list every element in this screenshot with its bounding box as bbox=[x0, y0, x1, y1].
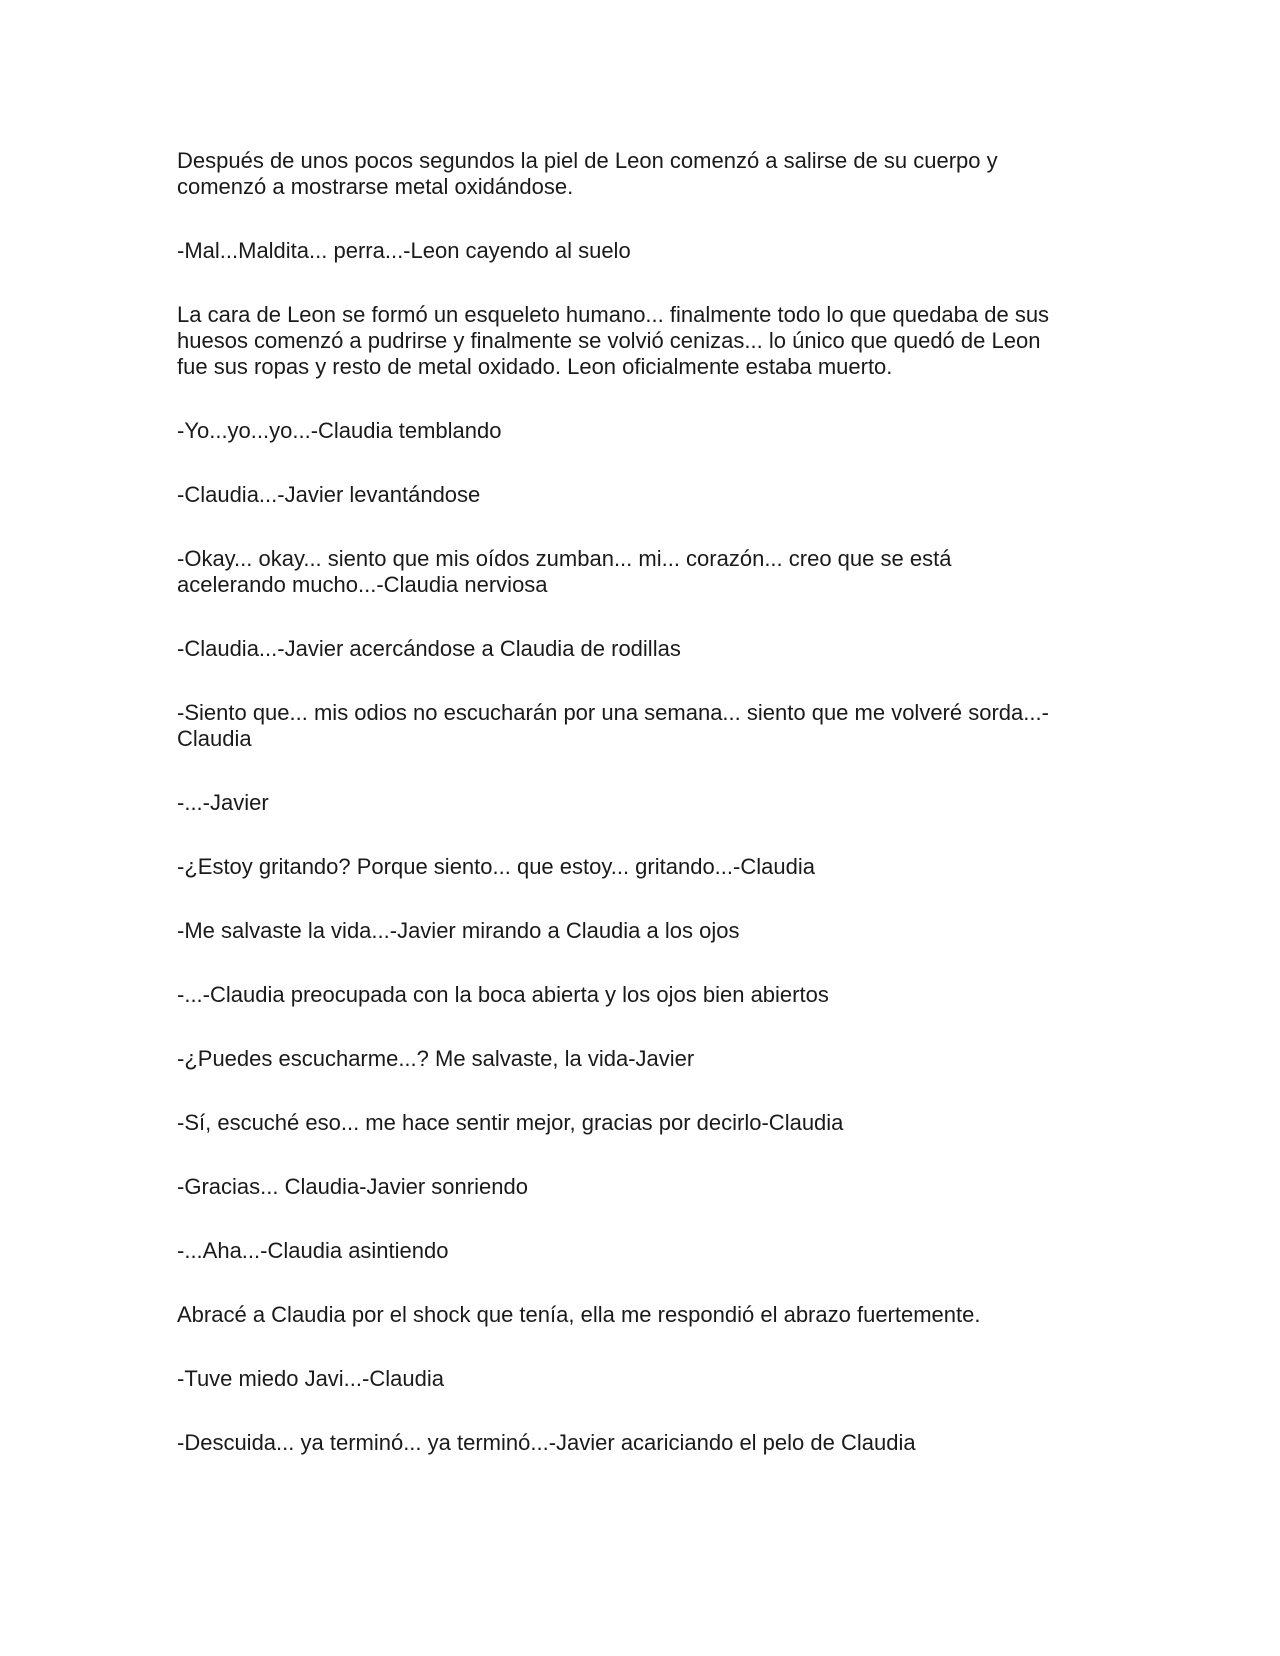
paragraph-16: -...Aha...-Claudia asintiendo bbox=[177, 1238, 449, 1263]
paragraph-19: -Descuida... ya terminó... ya terminó...-Javier acariciando el pelo de Claudia bbox=[177, 1430, 916, 1455]
paragraph-2: -Mal...Maldita... perra...-Leon cayendo al suelo bbox=[177, 238, 631, 263]
paragraph-3: La cara de Leon se formó un esqueleto humano... finalmente todo lo que quedaba de sus huesos comenzó a pudrirse y finalmente se volvió cenizas... lo único que quedó de Leon fue sus ropas y resto de metal oxidado. Leon oficialmente estaba muerto. bbox=[177, 302, 1050, 379]
paragraph-7: -Claudia...-Javier acercándose a Claudia de rodillas bbox=[177, 636, 681, 661]
document-body bbox=[177, 148, 1097, 1494]
paragraph-9: -...-Javier bbox=[177, 790, 269, 815]
paragraph-15: -Gracias... Claudia-Javier sonriendo bbox=[177, 1174, 528, 1199]
paragraph-4: -Yo...yo...yo...-Claudia temblando bbox=[177, 418, 502, 443]
paragraph-17: Abracé a Claudia por el shock que tenía, ella me respondió el abrazo fuertemente. bbox=[177, 1302, 981, 1327]
paragraph-10: -¿Estoy gritando? Porque siento... que estoy... gritando...-Claudia bbox=[177, 854, 815, 879]
paragraph-18: -Tuve miedo Javi...-Claudia bbox=[177, 1366, 444, 1391]
paragraph-11: -Me salvaste la vida...-Javier mirando a Claudia a los ojos bbox=[177, 918, 740, 943]
paragraph-6: -Okay... okay... siento que mis oídos zumban... mi... corazón... creo que se está acelerando mucho...-Claudia nerviosa bbox=[177, 546, 952, 597]
paragraph-12: -...-Claudia preocupada con la boca abierta y los ojos bien abiertos bbox=[177, 982, 829, 1007]
paragraph-1: Después de unos pocos segundos la piel de Leon comenzó a salirse de su cuerpo y comenzó a mostrarse metal oxidándose. bbox=[177, 148, 998, 199]
paragraph-14: -Sí, escuché eso... me hace sentir mejor, gracias por decirlo-Claudia bbox=[177, 1110, 844, 1135]
paragraph-5: -Claudia...-Javier levantándose bbox=[177, 482, 481, 507]
paragraph-8: -Siento que... mis odios no escucharán por una semana... siento que me volveré sorda...- Claudia bbox=[177, 700, 1049, 751]
paragraph-13: -¿Puedes escucharme...? Me salvaste, la vida-Javier bbox=[177, 1046, 695, 1071]
